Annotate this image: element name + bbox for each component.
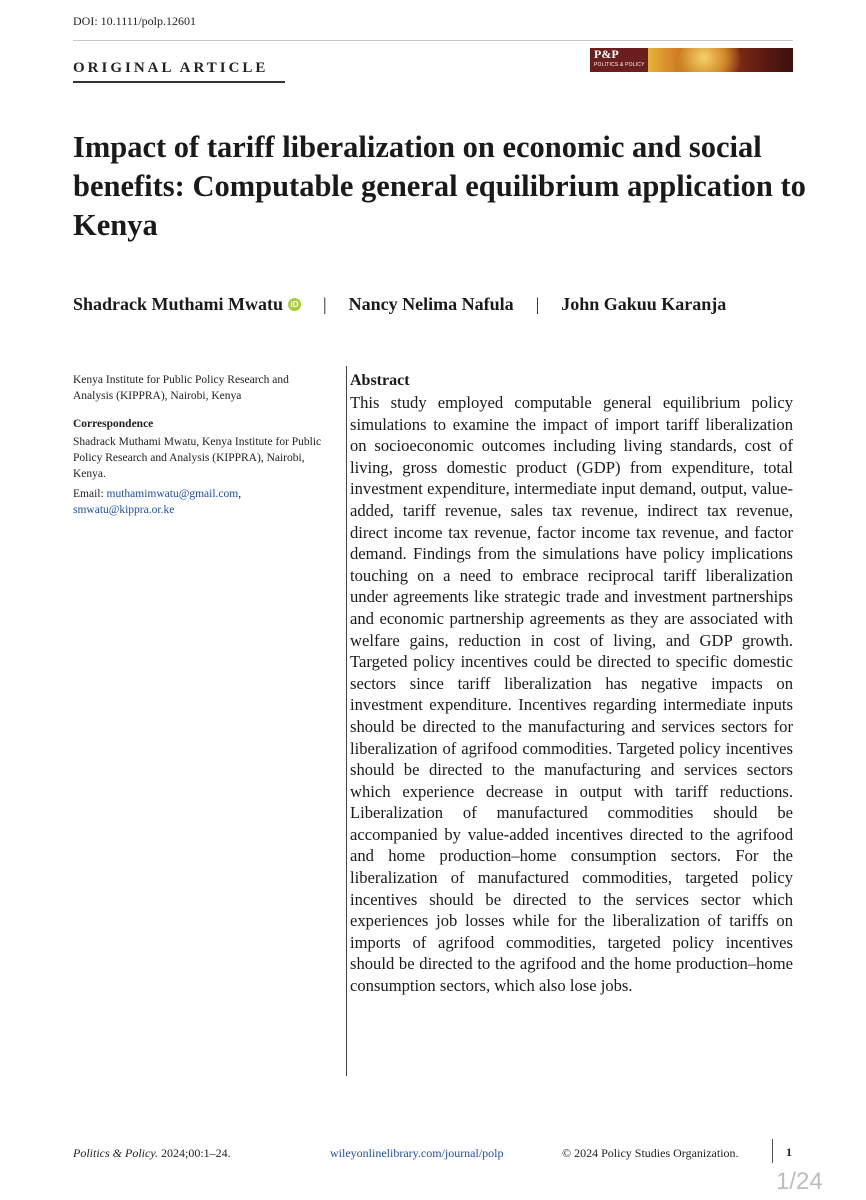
footer-page-number: 1 xyxy=(786,1145,792,1159)
orcid-icon[interactable]: iD xyxy=(288,298,301,311)
footer-citation xyxy=(73,1146,231,1161)
footer-divider xyxy=(772,1139,773,1163)
viewer-page-indicator: 1/24 xyxy=(776,1168,823,1195)
author-separator: | xyxy=(535,294,540,314)
journal-logo-main: P&P xyxy=(594,48,619,61)
correspondence-emails: Email: muthamimwatu@gmail.com, smwatu@kippra.or.ke xyxy=(73,488,242,516)
journal-logo xyxy=(590,48,793,72)
email-link[interactable]: smwatu@kippra.or.ke xyxy=(73,504,175,516)
correspondence-text: Shadrack Muthami Mwatu, Kenya Institute for Public Policy Research and Analysis (KIPPRA), Nairobi, Kenya. xyxy=(73,436,322,480)
footer-journal-name: Politics & Policy. xyxy=(73,1146,158,1160)
doi-line: DOI: 10.1111/polp.12601 xyxy=(73,14,196,28)
abstract-body: This study employed computable general equilibrium policy simulations to examine the impact of import tariff liberalization on socioeconomic outcomes including living standards, cost of living, gross domestic product (GDP) from expenditure, total investment expenditure, intermediate input demand, output, value-added, tariff revenue, sales tax revenue, indirect tax revenue, direct income tax revenue, factor income tax revenue, and factor demand. Findings from the simulations have policy implications touching on a need to embrace reciprocal tariff liberalization under agreements like strategic trade and investment partnerships and economic partnership agreements as they are associated with welfare gains, reduction in cost of living, and GDP growth. Targeted policy incentives could be directed to specific domestic sectors since tariff liberalization has negative impacts on investment expenditure. Incentives regarding intermediate inputs should be directed to the manufacturing and services sectors for liberalization of agrifood commodities. Targeted policy incentives should be directed to the manufacturing and services sectors which experience decrease in output with tariff reductions. Liberalization of manufactured commodities should be accompanied by value-added incentives directed to the agrifood and home production–home consumption sectors. For the liberalization of manufactured commodities, targeted policy incentives should be directed to the services sector which experiences job losses while for the liberalization of tariffs on imports of agrifood commodities, targeted policy incentives should be directed to the agrifood and the home production–home consumption sectors, which also lose jobs. xyxy=(350,393,793,996)
author-name[interactable]: Shadrack Muthami Mwatu xyxy=(73,294,284,314)
email-label: Email: xyxy=(73,488,104,500)
author-name[interactable]: Nancy Nelima Nafula xyxy=(348,294,514,314)
author-list xyxy=(73,294,726,315)
abstract-rule xyxy=(346,366,347,1076)
email-link[interactable]: muthamimwatu@gmail.com xyxy=(106,488,239,500)
footer-volume: 2024;00:1–24. xyxy=(157,1146,231,1160)
affiliation: Kenya Institute for Public Policy Research and Analysis (KIPPRA), Nairobi, Kenya xyxy=(73,374,289,402)
abstract-heading: Abstract xyxy=(350,372,410,389)
header-divider xyxy=(73,40,793,41)
correspondence-heading: Correspondence xyxy=(73,418,154,430)
article-type-label: ORIGINAL ARTICLE xyxy=(73,60,269,76)
journal-logo-art xyxy=(648,48,793,72)
article-type-underline xyxy=(73,81,285,83)
journal-logo-sub: POLITICS & POLICY xyxy=(594,62,645,68)
article-title: Impact of tariff liberalization on economic and social benefits: Computable general equilibrium application to Kenya xyxy=(73,130,806,242)
footer-url-link[interactable]: wileyonlinelibrary.com/journal/polp xyxy=(330,1146,504,1160)
journal-logo-text xyxy=(590,48,648,72)
footer-copyright: © 2024 Policy Studies Organization. xyxy=(562,1146,739,1160)
author-name[interactable]: John Gakuu Karanja xyxy=(561,294,727,314)
author-separator: | xyxy=(323,294,327,314)
